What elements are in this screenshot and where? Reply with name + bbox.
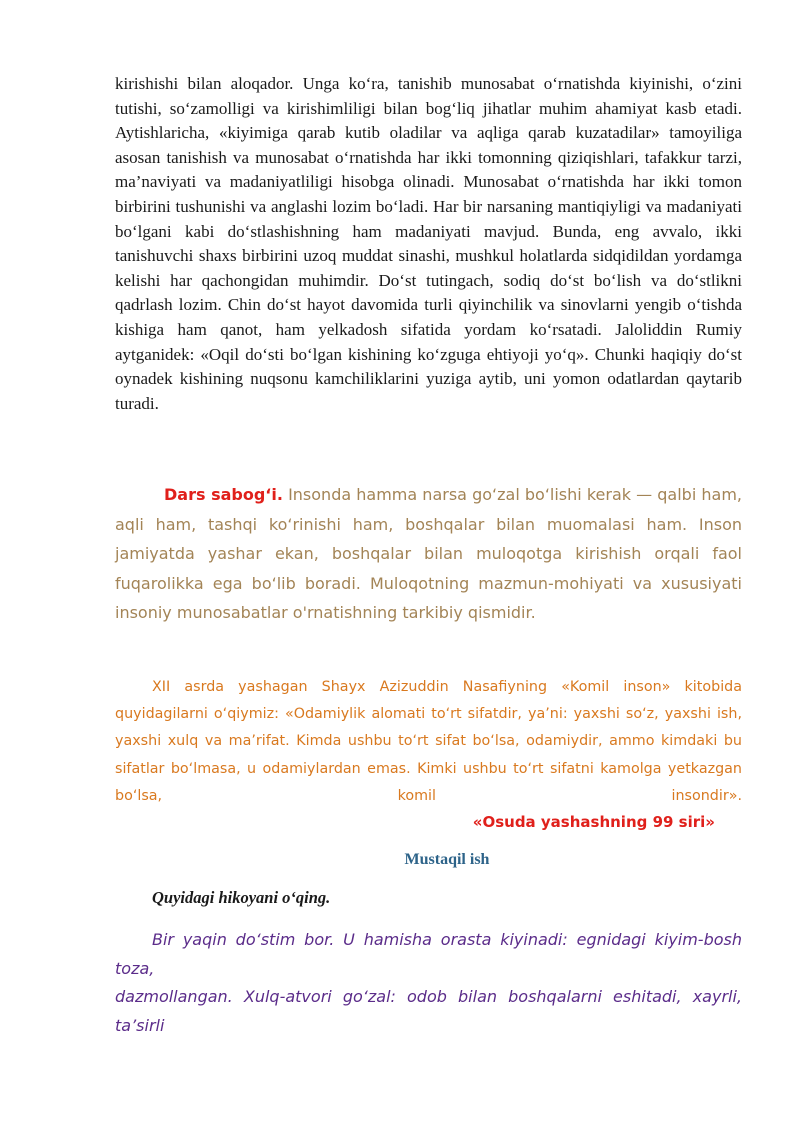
story-line xyxy=(115,926,742,955)
story-line-1: Bir yaqin do‘stim bor. U hamisha orasta kiyinadi: egnidagi kiyim-bosh xyxy=(152,930,742,949)
quote-paragraph xyxy=(115,674,742,810)
task-instruction: Quyidagi hikoyani o‘qing. xyxy=(152,888,331,907)
quote-source: «Osuda yashashning 99 siri» xyxy=(472,813,715,831)
main-paragraph: kirishishi bilan aloqador. Unga ko‘ra, tanishib munosabat o‘rnatishda kiyinishi, o‘zini tutishi, so‘zamolligi va kirishimliligi bilan bog‘liq jihatlar muhim ahamiyat kasb etadi. Aytishlaricha, «kiyimiga qarab kutib oladilar va aqliga qarab kuzatadilar» tamoyiliga asosan tanishish va munosabat o‘rnatishda har ikki tomonning qiziqishlari, tafakkur tarzi, ma’naviyati va madaniyatliligi hisobga olinadi. Munosabat o‘rnatishda har ikki tomon birbirini tushunishi va anglashi lozim bo‘ladi. Har bir narsaning mantiqiyligi va madaniyati bo‘lgani kabi do‘stlashishning ham madaniyati mavjud. Bunda, eng avvalo, ikki tanishuvchi shaxs birbirini uzoq muddat sinashi, mushkul holatlarda sidqidildan yordamga kelishi har qachongidan muhimdir. Do‘st tutingach, sodiq do‘st bo‘lish va do‘stlikni qadrlash lozim. Chin do‘st hayot davomida turli qiyinchilik va sinovlarni yengib o‘tishda kishiga ham qanot, ham yelkadosh sifatida yordam ko‘rsatadi. Jaloliddin Rumiy aytganidek: «Oqil do‘sti bo‘lgan kishining ko‘zguga ehtiyoji yo‘q». Chunki haqiqiy do‘st oynadek kishining nuqsonu kamchiliklarini yuziga aytib, uni yomon odatlardan qaytarib turadi. xyxy=(115,74,742,413)
lesson-paragraph xyxy=(115,480,742,628)
story-line: ta’sirli xyxy=(115,1016,165,1036)
lesson-text: Insonda hamma narsa go‘zal bo‘lishi kerak — qalbi ham, aqli ham, tashqi ko‘rinishi ham, boshqalar bilan muomalasi ham. Inson jamiyatda yashar ekan, boshqalar bilan muloqotga kirishish orqali faol fuqarolikka ega bo‘lib boradi. Muloqotning mazmun-mohiyati va xususiyati insoniy munosabatlar o'rnatishning tarkibiy qismidir. xyxy=(115,485,743,623)
story-line: dazmollangan. Xulq-atvori go‘zal: odob bilan boshqalarni eshitadi, xayrli, xyxy=(115,987,742,1007)
story-line: toza, xyxy=(115,958,155,978)
story-paragraph xyxy=(115,926,742,1041)
quote-text: XII asrda yashagan Shayx Azizuddin Nasafiyning «Komil inson» kitobida quyidagilarni o‘qiymiz: «Odamiylik alomati to‘rt sifatdir, ya’ni: yaxshi so‘z, yaxshi ish, yaxshi xulq va ma’rifat. Kimda ushbu to‘rt sifat bo‘lsa, odamiydir, ammo kimdaki bu sifatlar bo‘lmasa, u odamiylardan emas. Kimki ushbu to‘rt sifatni kamolga yetkazgan bo‘lsa, komil insondir». xyxy=(115,679,742,804)
lesson-label: Dars sabog‘i. xyxy=(164,485,283,504)
section-heading: Mustaqil ish xyxy=(404,851,490,868)
